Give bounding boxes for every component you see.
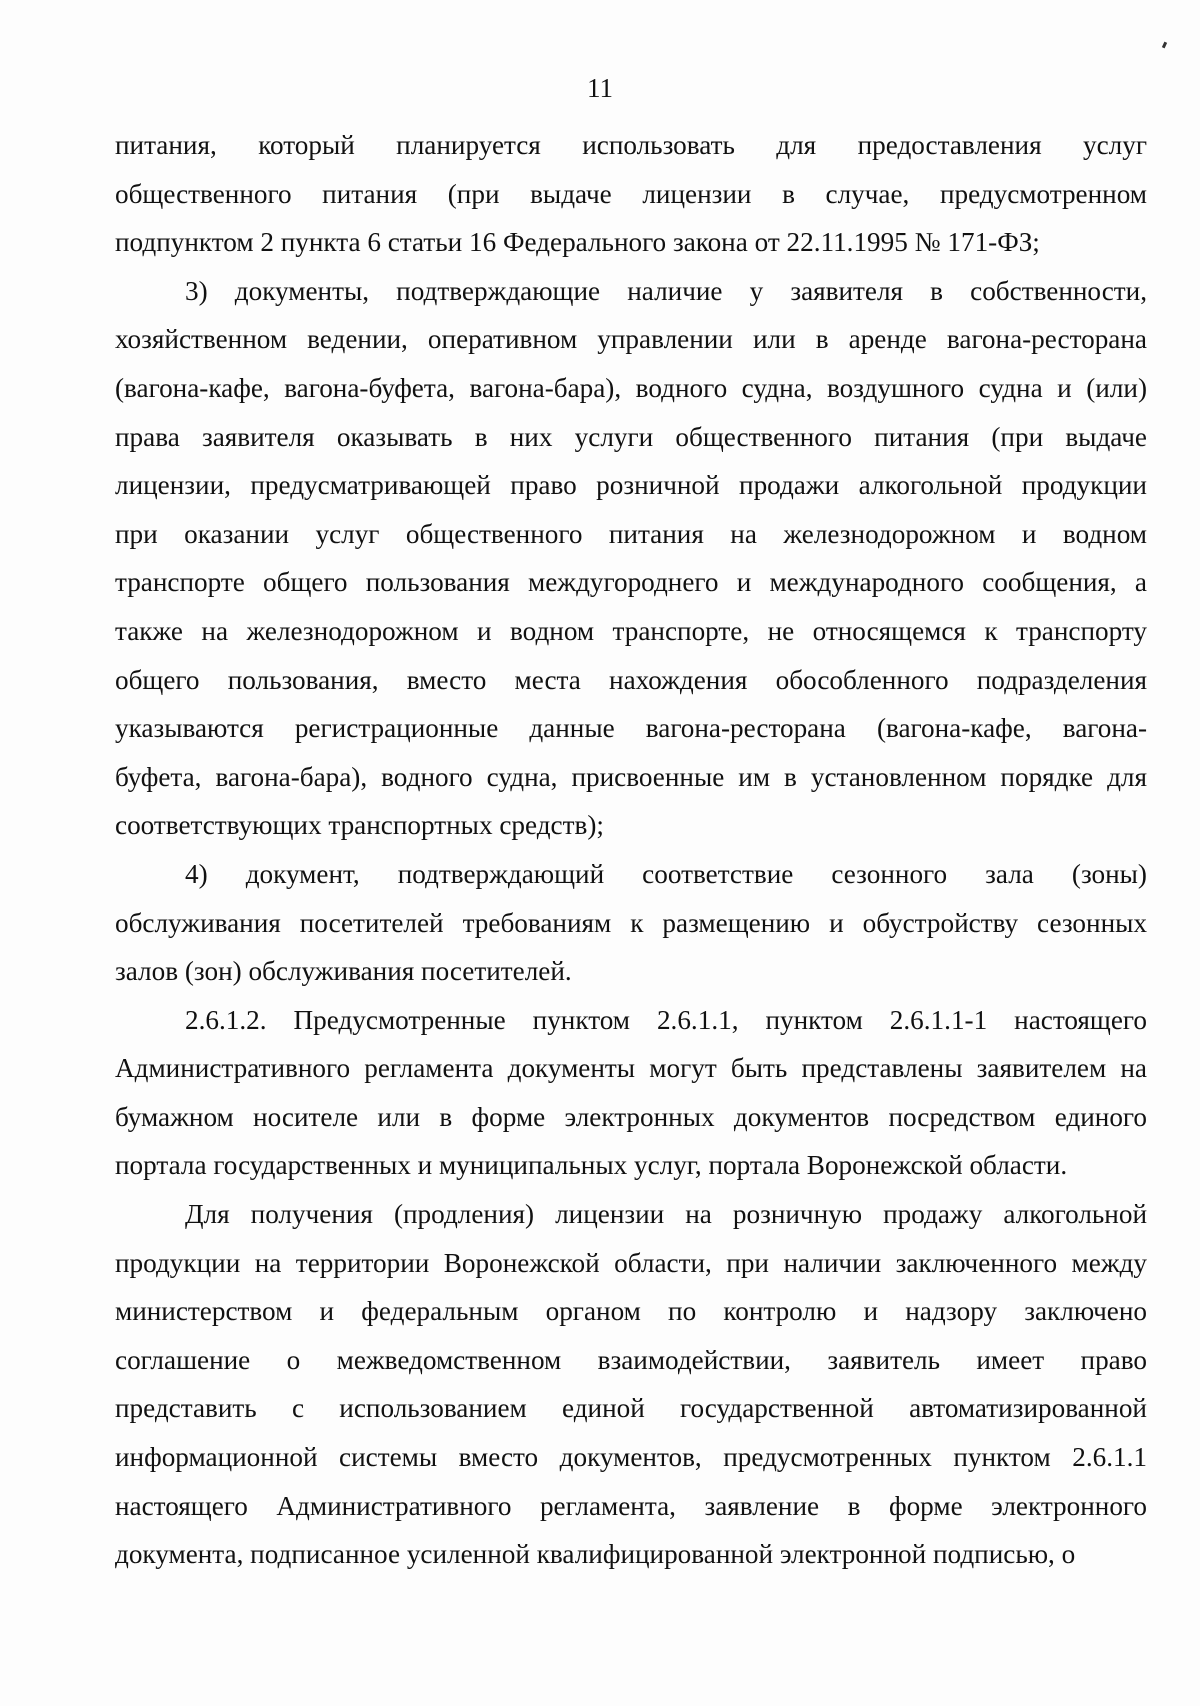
text-line: соответствующих транспортных средств); — [115, 810, 604, 841]
text-line: настоящего Административного регламента, заявление в форме электронного — [115, 1490, 1147, 1521]
text-line: обслуживания посетителей требованиям к размещению и обустройству сезонных — [115, 907, 1147, 938]
text-line: общественного питания (при выдаче лицензии в случае, предусмотренном — [115, 178, 1147, 209]
text-line: 4) документ, подтверждающий соответствие сезонного зала (зоны) — [185, 858, 1147, 889]
text-line: бумажном носителе или в форме электронных документов посредством единого — [115, 1101, 1147, 1132]
text-line: 3) документы, подтверждающие наличие у заявителя в собственности, — [185, 275, 1147, 306]
text-line: Для получения (продления) лицензии на розничную продажу алкогольной — [185, 1199, 1147, 1230]
paragraph — [115, 267, 1147, 850]
text-line: транспорте общего пользования междугороднего и международного сообщения, а — [115, 567, 1147, 598]
page-number: 11 — [587, 73, 613, 103]
text-line: лицензии, предусматривающей право розничной продажи алкогольной продукции — [115, 470, 1147, 501]
text-line: подпунктом 2 пункта 6 статьи 16 Федерального закона от 22.11.1995 № 171-ФЗ; — [115, 227, 1040, 258]
paragraph — [115, 1190, 1147, 1579]
document-body — [115, 121, 1147, 1579]
text-line: продукции на территории Воронежской области, при наличии заключенного между — [115, 1247, 1147, 1278]
paragraph — [115, 850, 1147, 996]
text-line: при оказании услуг общественного питания на железнодорожном и водном — [115, 518, 1147, 549]
text-line: общего пользования, вместо места нахождения обособленного подразделения — [115, 664, 1147, 695]
text-line: (вагона-кафе, вагона-буфета, вагона-бара), водного судна, воздушного судна и (или) — [115, 372, 1147, 403]
text-line: 2.6.1.2. Предусмотренные пунктом 2.6.1.1, пунктом 2.6.1.1-1 настоящего — [185, 1004, 1147, 1035]
text-line: Административного регламента документы могут быть представлены заявителем на — [115, 1053, 1147, 1084]
text-line: указываются регистрационные данные вагона-ресторана (вагона-кафе, вагона- — [115, 713, 1147, 744]
text-line: также на железнодорожном и водном транспорте, не относящемся к транспорту — [115, 615, 1147, 646]
text-line: питания, который планируется использовать для предоставления услуг — [115, 130, 1147, 160]
scan-speck — [1162, 42, 1167, 49]
text-line: министерством и федеральным органом по контролю и надзору заключено — [115, 1296, 1147, 1327]
text-line: представить с использованием единой государственной автоматизированной — [115, 1393, 1147, 1424]
text-line: портала государственных и муниципальных услуг, портала Воронежской области. — [115, 1150, 1068, 1181]
paragraph — [115, 996, 1147, 1190]
text-line: права заявителя оказывать в них услуги общественного питания (при выдаче — [115, 421, 1147, 452]
paragraph — [115, 121, 1147, 267]
text-line: залов (зон) обслуживания посетителей. — [115, 956, 572, 987]
text-line: хозяйственном ведении, оперативном управлении или в аренде вагона-ресторана — [115, 324, 1147, 355]
text-line: буфета, вагона-бара), водного судна, присвоенные им в установленном порядке для — [115, 761, 1147, 792]
text-line: соглашение о межведомственном взаимодействии, заявитель имеет право — [115, 1344, 1147, 1375]
text-line: информационной системы вместо документов, предусмотренных пунктом 2.6.1.1 — [115, 1442, 1147, 1473]
text-line: документа, подписанное усиленной квалифицированной электронной подписью, о — [115, 1539, 1076, 1570]
